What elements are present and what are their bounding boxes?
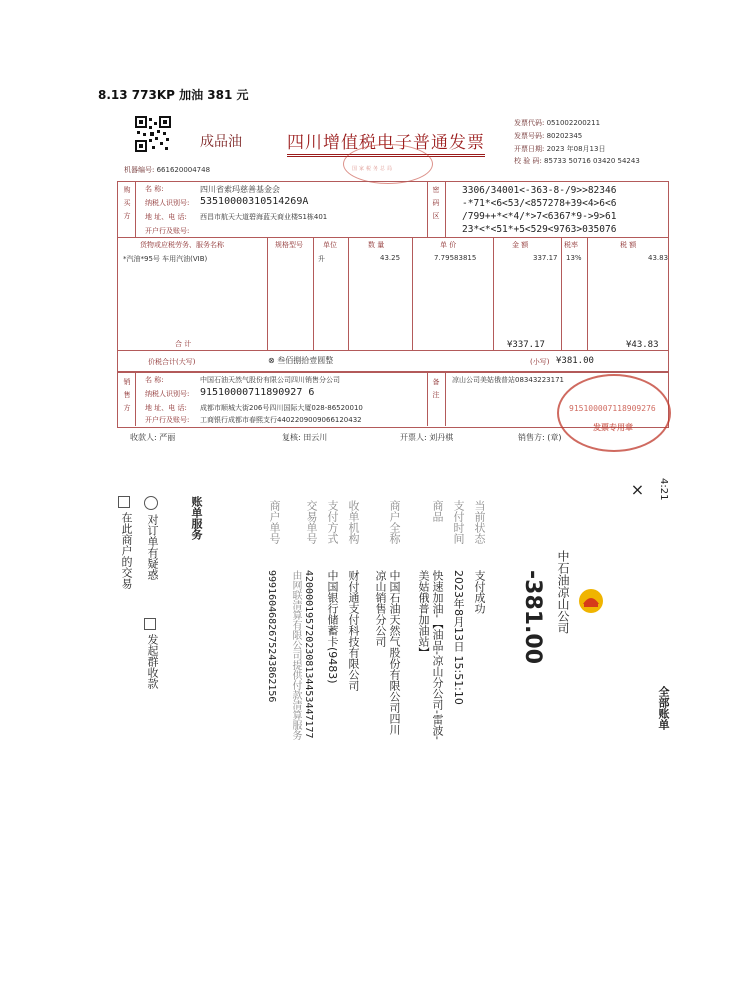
item-rate: 13% xyxy=(566,254,582,262)
total-tax: ¥43.83 xyxy=(626,340,659,350)
seller-side-label: 销售方 xyxy=(123,378,131,412)
merchant-transactions-link[interactable]: 在此商户的交易 xyxy=(120,512,133,589)
payment-amount: -381.00 xyxy=(520,570,545,665)
transaction-id-label: 交易单号 xyxy=(305,500,318,544)
item-tax: 43.83 xyxy=(648,254,669,262)
seller-addr-label: 地 址、电 话: xyxy=(145,404,187,412)
shop-icon xyxy=(118,496,130,508)
acquirer-label: 收单机构 xyxy=(347,500,360,544)
col-amount: 金 额 xyxy=(512,241,529,249)
seller-stamp-label: 销售方: (章) xyxy=(518,433,562,442)
col-spec: 规格型号 xyxy=(275,241,303,249)
remark: 凉山公司美姑俄普站08343223171 xyxy=(452,376,564,384)
col-rate: 税率 xyxy=(564,241,578,249)
merchant-name: 中石油凉山公司 xyxy=(556,550,570,634)
buyer-tax-label: 纳税人识别号: xyxy=(145,199,190,207)
status-value: 支付成功 xyxy=(473,570,486,614)
invoice-stamp: 915100007118909276 发票专用章 xyxy=(557,374,671,452)
buyer-tax-id: 53510000310514269A xyxy=(200,196,309,207)
grand-total-small: ¥381.00 xyxy=(556,356,594,366)
all-bills-title: 全部账单 xyxy=(657,686,670,730)
pay-method-value: 中国银行储蓄卡(9483) xyxy=(326,570,339,684)
drawer: 开票人: 刘丹棋 xyxy=(400,433,454,442)
group-collect-icon xyxy=(144,618,156,630)
pay-time-value: 2023年8月13日 15:51:10 xyxy=(452,570,465,705)
invoice-title: 四川增值税电子普通发票 xyxy=(287,128,485,157)
merchant-fullname-value: 中国石油天然气股份有限公司四川凉山销售分公司 xyxy=(374,570,401,735)
item-unit: 升 xyxy=(318,255,325,263)
goods-label: 商品 xyxy=(431,500,444,522)
clearing-note: 由网联清算有限公司提供付款清算服务 xyxy=(290,570,301,740)
seller-name: 中国石油天然气股份有限公司四川销售分公司 xyxy=(200,376,340,384)
transaction-id-value: 4200001957202308134453447177 xyxy=(303,570,314,739)
payment-receipt xyxy=(100,470,690,750)
item-name: *汽油*95号 车用汽油(VIB) xyxy=(123,255,208,263)
grand-total-words: ⊗ 叁佰捌拾壹圆整 xyxy=(268,356,334,365)
col-tax: 税 额 xyxy=(620,241,637,249)
col-price: 单 价 xyxy=(440,241,457,249)
question-icon xyxy=(144,496,158,510)
col-unit: 单位 xyxy=(323,241,337,249)
bill-service-title: 账单服务 xyxy=(190,496,203,540)
grand-total-label: 价税合计(大写) xyxy=(148,358,196,366)
buyer-name-label: 名 称: xyxy=(145,185,164,193)
group-collect-link[interactable]: 发起群收款 xyxy=(146,634,159,689)
close-button[interactable]: × xyxy=(628,480,647,499)
payee: 收款人: 严丽 xyxy=(130,433,176,442)
invoice-category: 成品油 xyxy=(200,134,242,150)
buyer-name: 四川省索玛慈善基金会 xyxy=(200,185,280,194)
total-amount: ¥337.17 xyxy=(507,340,545,350)
merchant-order-value: 9991604682675243862156 xyxy=(266,570,277,703)
item-qty: 43.25 xyxy=(380,254,401,262)
tax-bureau-seal: 国家税务总局 xyxy=(343,144,433,184)
buyer-side-label: 购买方 xyxy=(123,186,131,220)
status-label: 当前状态 xyxy=(473,500,486,544)
seller-bank: 工商银行成都市春熙支行4402209009066120432 xyxy=(200,416,362,424)
seller-tax-label: 纳税人识别号: xyxy=(145,390,190,398)
total-label: 合 计 xyxy=(175,340,192,348)
seller-tax-id: 91510000711890927 6 xyxy=(200,387,315,398)
invoice-meta: 发票代码: 051002200211 发票号码: 80202345 开票日期: 2023 年08月13日 校 验 码: 85733 50716 03420 54243 xyxy=(514,119,640,166)
col-goods-name: 货物或应税劳务、服务名称 xyxy=(140,241,224,249)
pay-time-label: 支付时间 xyxy=(452,500,465,544)
col-qty: 数 量 xyxy=(368,241,385,249)
seller-bank-label: 开户行及账号: xyxy=(145,416,190,424)
merchant-fullname-label: 商户全称 xyxy=(388,500,401,544)
pay-method-label: 支付方式 xyxy=(326,500,339,544)
header-note: 8.13 773KP 加油 381 元 xyxy=(98,88,249,102)
qr-code-icon xyxy=(135,116,171,152)
remark-side-label: 备注 xyxy=(432,378,440,399)
buyer-addr-label: 地 址、电 话: xyxy=(145,213,187,221)
machine-number: 机器编号: 661620004748 xyxy=(124,166,211,174)
acquirer-value: 财付通支付科技有限公司 xyxy=(347,570,360,691)
order-doubt-link[interactable]: 对订单有疑惑 xyxy=(146,514,159,580)
reviewer: 复核: 田云川 xyxy=(282,433,328,442)
petrochina-logo-icon xyxy=(578,588,604,614)
item-amount: 337.17 xyxy=(533,254,558,262)
seller-name-label: 名 称: xyxy=(145,376,164,384)
buyer-address: 西昌市航天大道碧海蓝天商业楼S1栋401 xyxy=(200,213,328,221)
status-time: 4:21 xyxy=(658,478,669,501)
cipher-side-label: 密码区 xyxy=(432,186,440,220)
buyer-bank-label: 开户行及账号: xyxy=(145,227,190,235)
small-label: (小写) xyxy=(530,358,550,366)
cipher-area: 3306/34001<-363-8-/9>>82346 -*71*<6<53/<857278+39<4>6<6 /799++*<*4/*>7<6367*9->9>61 23*<*<51*+5<529<9763>035076 xyxy=(462,185,617,235)
goods-value: 快速加油-【油品-凉山分公司-雷波-美姑俄普加油站】 xyxy=(417,570,444,740)
seller-address: 成都市顺城大街206号四川国际大厦028-86520010 xyxy=(200,404,363,412)
merchant-order-label: 商户单号 xyxy=(268,500,281,544)
item-price: 7.79583815 xyxy=(434,254,477,262)
invoice xyxy=(0,0,750,450)
